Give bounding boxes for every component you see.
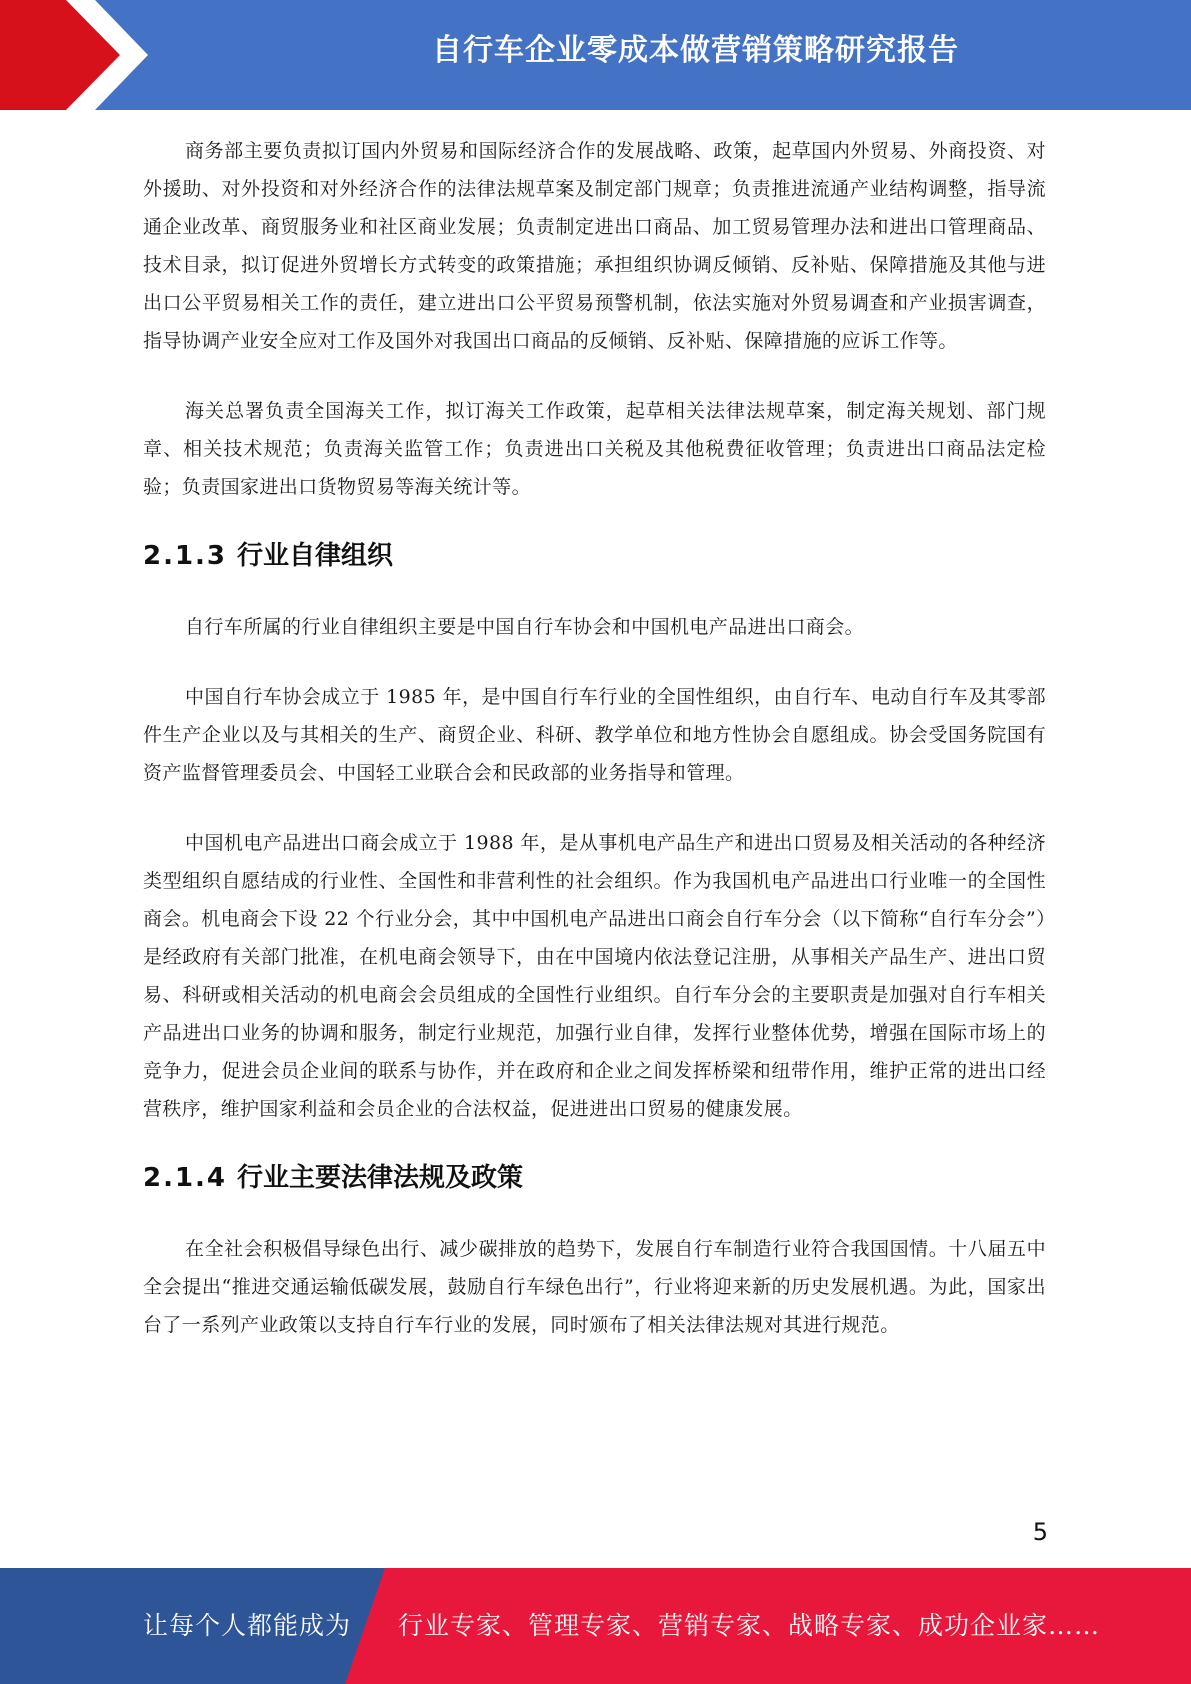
document-body: [143, 132, 1046, 1344]
section-heading-2-1-3: [143, 536, 1046, 576]
page-footer: [0, 1568, 1191, 1684]
paragraph-customs: 海关总署负责全国海关工作，拟订海关工作政策，起草相关法律法规草案，制定海关规划、部门规章、相关技术规范；负责海关监管工作；负责进出口关税及其他税费征收管理；负责进出口商品法定检验；负责国家进出口货物贸易等海关统计等。: [143, 400, 1046, 498]
section-heading-2-1-4: [143, 1158, 1046, 1198]
paragraph-laws-policies: 在全社会积极倡导绿色出行、减少碳排放的趋势下，发展自行车制造行业符合我国国情。十八届五中全会提出“推进交通运输低碳发展，鼓励自行车绿色出行”，行业将迎来新的历史发展机遇。为此，国家出台了一系列产业政策以支持自行车行业的发展，同时颁布了相关法律法规对其进行规范。: [143, 1238, 1046, 1336]
section-number: 2.1.4: [143, 1163, 228, 1193]
page-header: [0, 0, 1191, 110]
section-title: 行业主要法律法规及政策: [237, 1163, 524, 1193]
section-number: 2.1.3: [143, 541, 228, 571]
section-title: 行业自律组织: [237, 541, 394, 571]
header-arrow-decoration: [0, 0, 160, 110]
paragraph-chamber-of-commerce: 中国机电产品进出口商会成立于 1988 年，是从事机电产品生产和进出口贸易及相关活动的各种经济类型组织自愿结成的行业性、全国性和非营利性的社会组织。作为我国机电产品进出口行业唯一的全国性商会。机电商会下设 22 个行业分会，其中中国机电产品进出口商会自行车分会（以下简称“自行车分会”）是经政府有关部门批准，在机电商会领导下，由在中国境内依法登记注册，从事相关产品生产、进出口贸易、科研或相关活动的机电商会会员组成的全国性行业组织。自行车分会的主要职责是加强对自行车相关产品进出口业务的协调和服务，制定行业规范，加强行业自律，发挥行业整体优势，增强在国际市场上的竞争力，促进会员企业间的联系与协作，并在政府和企业之间发挥桥梁和纽带作用，维护正常的进出口经营秩序，维护国家利益和会员企业的合法权益，促进进出口贸易的健康发展。: [143, 832, 1046, 1120]
paragraph-self-regulatory-orgs: 自行车所属的行业自律组织主要是中国自行车协会和中国机电产品进出口商会。: [185, 616, 865, 638]
paragraph-commerce-ministry: 商务部主要负责拟订国内外贸易和国际经济合作的发展战略、政策，起草国内外贸易、外商投资、对外援助、对外投资和对外经济合作的法律法规草案及制定部门规章；负责推进流通产业结构调整，指导流通企业改革、商贸服务业和社区商业发展；负责制定进出口商品、加工贸易管理办法和进出口管理商品、技术目录，拟订促进外贸增长方式转变的政策措施；承担组织协调反倾销、反补贴、保障措施及其他与进出口公平贸易相关工作的责任，建立进出口公平贸易预警机制，依法实施对外贸易调查和产业损害调查，指导协调产业安全应对工作及国外对我国出口商品的反倾销、反补贴、保障措施的应诉工作等。: [143, 140, 1046, 352]
report-title: 自行车企业零成本做营销策略研究报告: [432, 33, 959, 68]
footer-slogan-right: 行业专家、管理专家、营销专家、战略专家、成功企业家……: [398, 1611, 1101, 1640]
footer-slogan-left: 让每个人都能成为: [143, 1611, 352, 1640]
page-number: 5: [1032, 1518, 1048, 1546]
paragraph-bicycle-association: 中国自行车协会成立于 1985 年，是中国自行车行业的全国性组织，由自行车、电动自行车及其零部件生产企业以及与其相关的生产、商贸企业、科研、教学单位和地方性协会自愿组成。协会受国务院国有资产监督管理委员会、中国轻工业联合会和民政部的业务指导和管理。: [143, 686, 1046, 784]
